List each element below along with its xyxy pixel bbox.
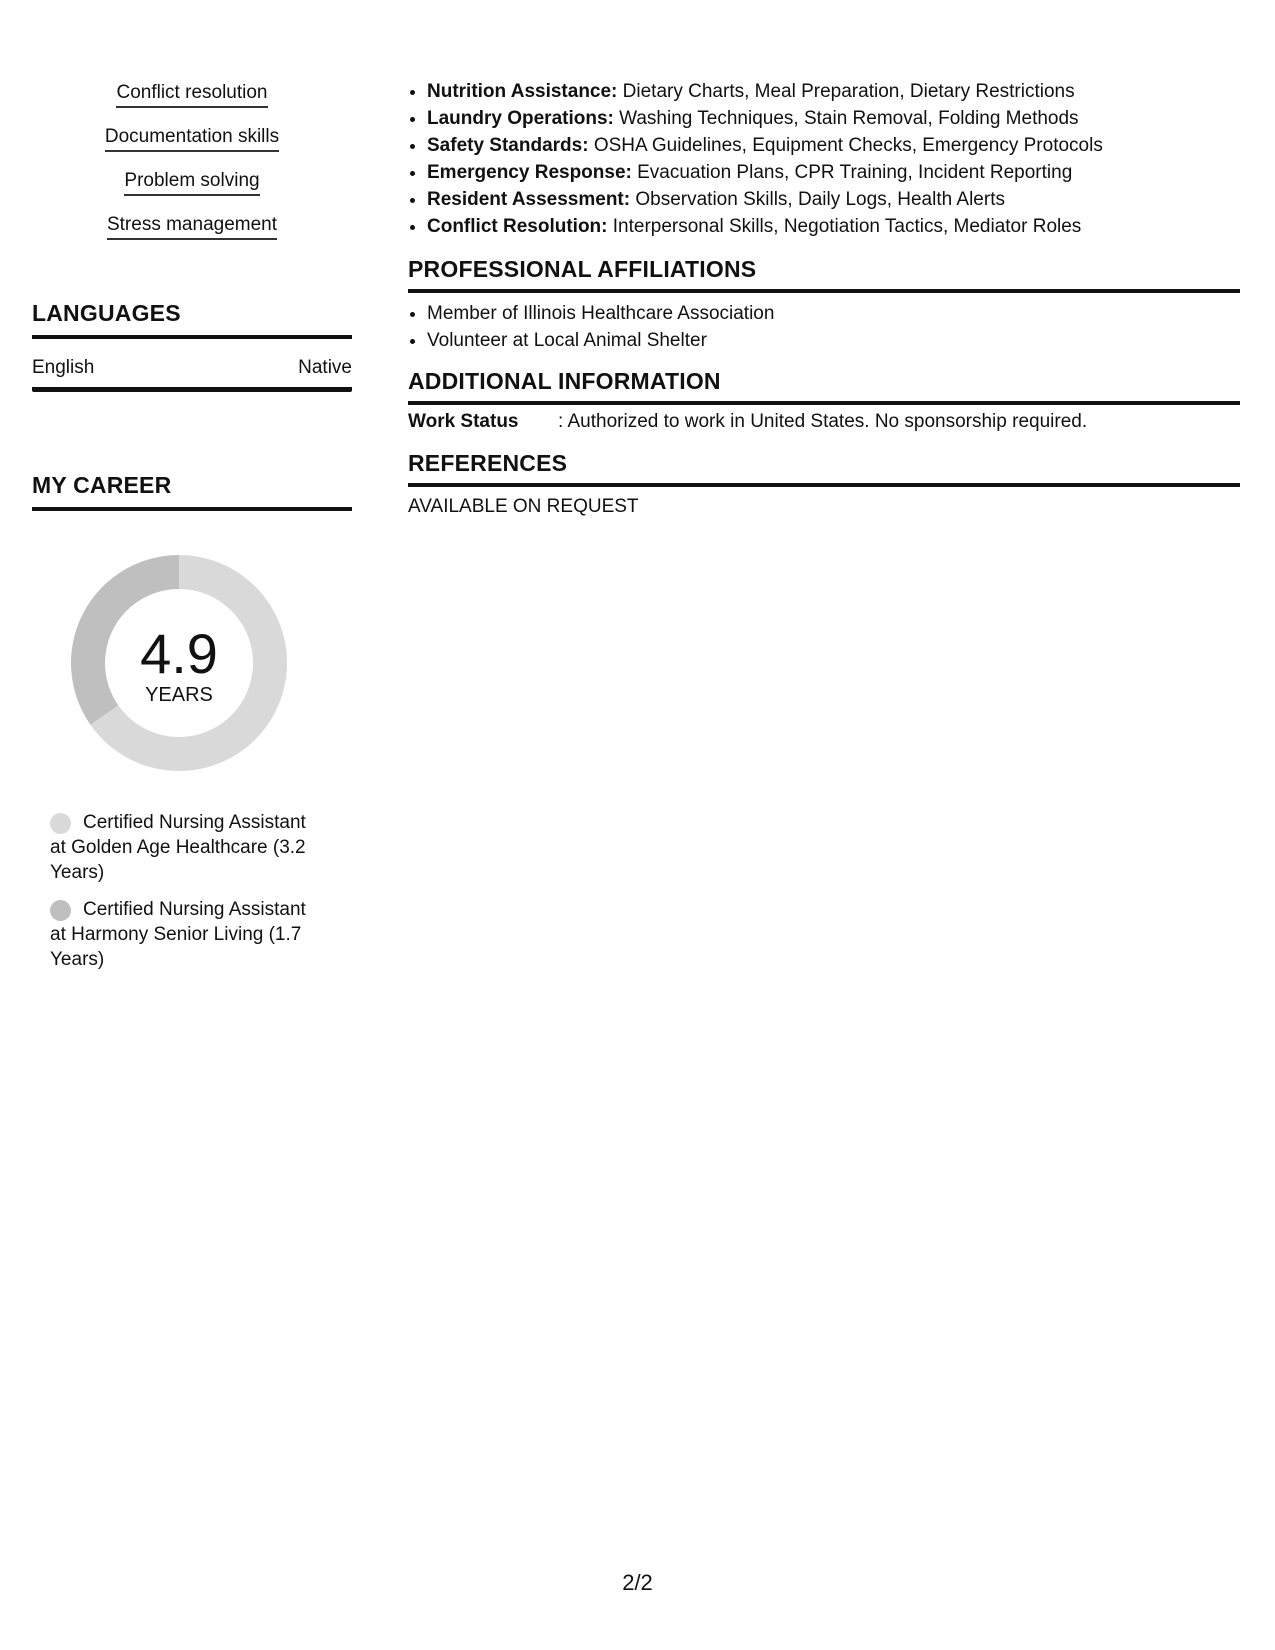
skill-text: Dietary Charts, Meal Preparation, Dietary Restrictions [617, 81, 1075, 102]
skill-tag: Documentation skills [105, 126, 279, 152]
legend-label: Certified Nursing Assistant at Harmony Senior Living (1.7 Years) [50, 899, 306, 970]
career-heading: MY CAREER [32, 472, 352, 511]
skill-title: Emergency Response: [427, 162, 632, 183]
affiliations-list [408, 300, 774, 354]
affiliation-item: • Member of Illinois Healthcare Association [427, 300, 774, 327]
skill-item [427, 78, 1103, 105]
skill-title: Conflict Resolution: [427, 216, 608, 237]
skill-item [427, 159, 1103, 186]
skill-text: OSHA Guidelines, Equipment Checks, Emergency Protocols [588, 135, 1103, 156]
legend-dot [50, 813, 71, 834]
work-status-label: Work Status [408, 411, 519, 432]
affiliation-item: • Volunteer at Local Animal Shelter [427, 327, 774, 354]
skill-text: Interpersonal Skills, Negotiation Tactics, Mediator Roles [607, 216, 1082, 237]
additional-info-heading: ADDITIONAL INFORMATION [408, 368, 1240, 405]
skill-item [427, 105, 1103, 132]
legend-label: Certified Nursing Assistant at Golden Age Healthcare (3.2 Years) [50, 812, 306, 883]
skill-text: Washing Techniques, Stain Removal, Folding Methods [613, 108, 1079, 129]
work-status-row [408, 411, 1240, 433]
skill-title: Nutrition Assistance: [427, 81, 618, 102]
language-level: Native [298, 357, 352, 378]
language-name: English [32, 357, 95, 378]
skill-tag: Problem solving [124, 170, 259, 196]
skill-item [427, 132, 1103, 159]
career-total-unit: YEARS [145, 684, 213, 706]
skill-text: Evacuation Plans, CPR Training, Incident Reporting [631, 162, 1073, 183]
legend-dot [50, 900, 71, 921]
skill-tags [32, 82, 352, 258]
skill-title: Resident Assessment: [427, 189, 631, 210]
work-status-value: : Authorized to work in United States. No sponsorship required. [558, 411, 1088, 432]
legend-item [50, 897, 320, 972]
skill-item [427, 213, 1103, 240]
skill-item [427, 186, 1103, 213]
legend-item [50, 810, 320, 885]
skills-list [408, 78, 1103, 240]
page-number: 2/2 [622, 1570, 653, 1595]
career-donut-chart [66, 550, 292, 776]
donut-center [66, 550, 292, 776]
languages-heading: LANGUAGES [32, 300, 352, 339]
skill-title: Safety Standards: [427, 135, 589, 156]
skill-tag: Conflict resolution [116, 82, 267, 108]
career-legend [50, 810, 320, 984]
skill-title: Laundry Operations: [427, 108, 614, 129]
career-total-value: 4.9 [140, 622, 218, 685]
references-text: AVAILABLE ON REQUEST [408, 496, 639, 517]
skill-tag: Stress management [107, 214, 277, 240]
language-row [32, 357, 352, 392]
skill-text: Observation Skills, Daily Logs, Health Alerts [630, 189, 1005, 210]
references-heading: REFERENCES [408, 450, 1240, 487]
affiliations-heading: PROFESSIONAL AFFILIATIONS [408, 256, 1240, 293]
